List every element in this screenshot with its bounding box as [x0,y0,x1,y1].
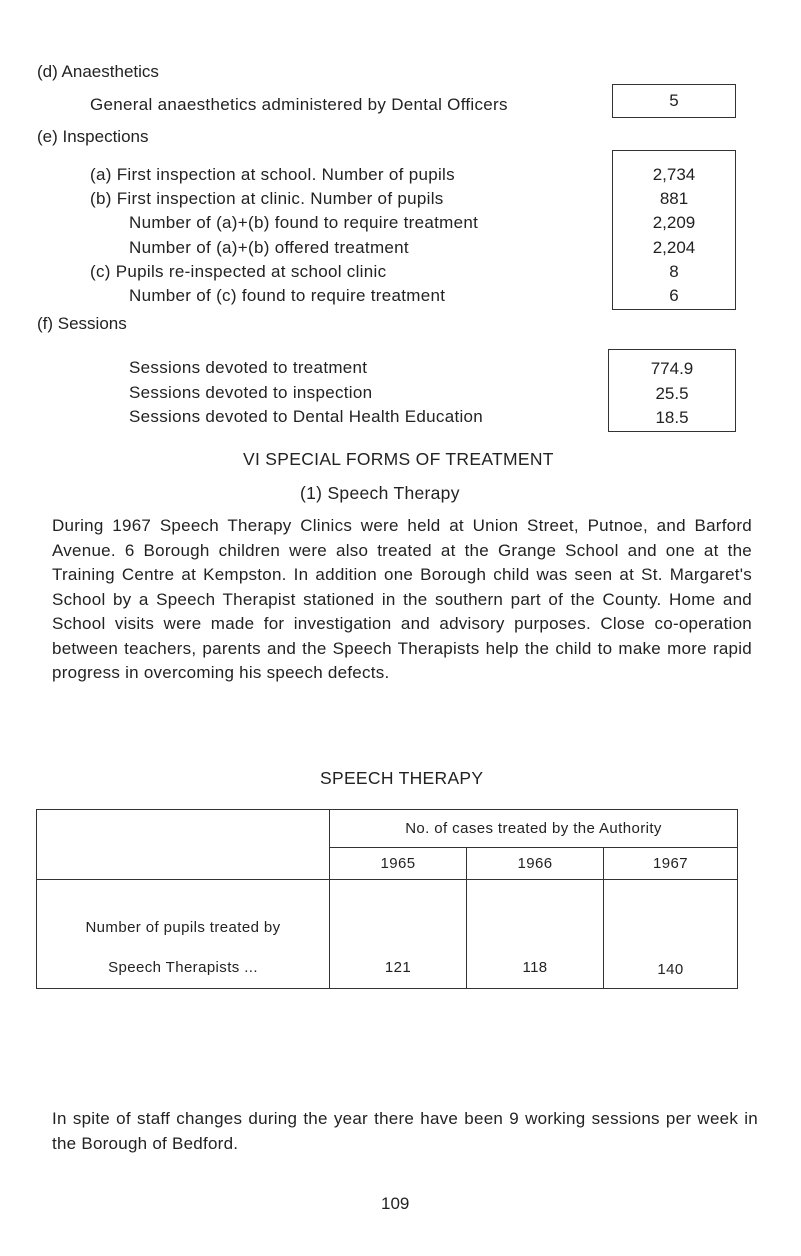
value-1966: 118 [467,880,604,989]
table-corner-cell [37,810,330,880]
table-group-header: No. of cases treated by the Authority [330,810,738,848]
anaesthetics-heading: (d) Anaesthetics [37,62,159,81]
inspection-label-c-require: Number of (c) found to require treatment [129,286,446,305]
sessions-label-treatment: Sessions devoted to treatment [129,358,368,377]
year-header-1966: 1966 [467,848,604,880]
inspection-value-ab-offered: 2,204 [652,238,696,257]
inspections-heading: (e) Inspections [37,127,149,146]
anaesthetics-label: General anaesthetics administered by Dental Officers [90,95,508,114]
speech-therapy-paragraph: During 1967 Speech Therapy Clinics were held at Union Street, Putnoe, and Barford Avenue. 6 Borough children were also treated at the Grange School and one at the Training Centre at Kempston. In addition one Borough child was seen at St. Margaret's School by a Speech Therapist stationed in the southern part of the County. Home and School visits were made for investigation and advisory purposes. Close co-operation between teachers, parents and the Speech Therapists help the child to make more rapid progress in overcoming his speech defects. [52,516,752,682]
subsection-title: (1) Speech Therapy [300,483,460,503]
inspection-label-a: (a) First inspection at school. Number of pupils [90,165,455,184]
inspection-label-b: (b) First inspection at clinic. Number of pupils [90,189,444,208]
year-header-1965: 1965 [330,848,467,880]
sessions-value-box [608,349,736,432]
sessions-heading: (f) Sessions [37,314,127,333]
inspection-label-ab-offered: Number of (a)+(b) offered treatment [129,238,409,257]
row-label-line1: Number of pupils treated by [85,919,281,936]
inspection-value-ab-require: 2,209 [652,213,696,232]
inspection-label-ab-require: Number of (a)+(b) found to require treatment [129,213,479,232]
anaesthetics-value-box [612,84,736,118]
anaesthetics-value: 5 [669,91,679,110]
inspection-value-c: 8 [669,262,679,281]
page-number: 109 [381,1194,410,1213]
inspection-value-b: 881 [659,189,689,208]
row-label-line2: Speech Therapists ... [108,959,258,976]
value-1965: 121 [330,880,467,989]
table-row-label [37,880,330,989]
year-header-1967: 1967 [604,848,738,880]
section-title: VI SPECIAL FORMS OF TREATMENT [243,449,554,469]
speech-therapy-table [36,809,738,989]
sessions-label-education: Sessions devoted to Dental Health Education [129,407,484,426]
inspection-value-c-require: 6 [669,286,679,305]
closing-paragraph: In spite of staff changes during the year there have been 9 working sessions per week in the Borough of Bedford. [52,1109,758,1153]
table-title: SPEECH THERAPY [320,768,484,788]
inspection-label-c: (c) Pupils re-inspected at school clinic [90,262,387,281]
sessions-label-inspection: Sessions devoted to inspection [129,383,373,402]
sessions-value-inspection: 25.5 [655,384,689,403]
value-1967: 140 [604,880,738,989]
sessions-value-education: 18.5 [655,408,689,427]
inspection-value-a: 2,734 [652,165,696,184]
sessions-value-treatment: 774.9 [650,359,694,378]
inspections-value-box [612,150,736,310]
